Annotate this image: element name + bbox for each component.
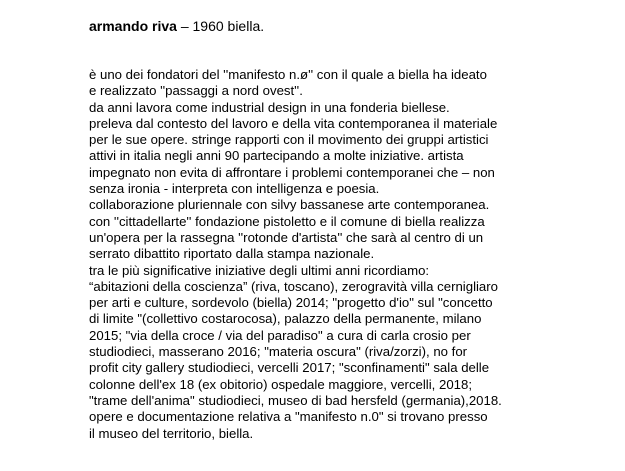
biography-line: opere e documentazione relativa a "manifesto n.0" si trovano presso bbox=[89, 409, 488, 425]
artist-name: armando riva bbox=[89, 18, 177, 34]
artist-heading bbox=[89, 17, 264, 35]
biography-line: per le sue opere. stringe rapporti con il movimento dei gruppi artistici bbox=[89, 132, 489, 148]
biography-line: 2015; "via della croce / via del paradiso" a cura di carla crosio per bbox=[89, 327, 471, 343]
biography-line: attivi in italia negli anni 90 partecipando a molte iniziative. artista bbox=[89, 148, 464, 164]
biography-line: tra le più significative iniziative degli ultimi anni ricordiamo: bbox=[89, 262, 430, 278]
artist-birth: – 1960 biella. bbox=[176, 18, 265, 34]
biography-line: studiodieci, masserano 2016; "materia oscura" (riva/zorzi), no for bbox=[89, 344, 468, 360]
biography-line: è uno dei fondatori del ''manifesto n.ø'' con il quale a biella ha ideato bbox=[89, 67, 487, 82]
biography-line: di limite "(collettivo costarocosa), palazzo della permanente, milano bbox=[89, 311, 482, 327]
biography-line: “abitazioni della coscienza” (riva, toscano), zerogravità villa cernigliaro bbox=[89, 278, 498, 294]
biography-line: impegnato non evita di affrontare i problemi contemporanei che – non bbox=[89, 164, 495, 180]
biography-line: "trame dell'anima" studiodieci, museo di bad hersfeld (germania),2018. bbox=[89, 392, 502, 408]
biography-line: collaborazione pluriennale con silvy bassanese arte contemporanea. bbox=[89, 197, 490, 213]
biography-line: da anni lavora come industrial design in una fonderia biellese. bbox=[89, 99, 450, 115]
biography-line: con ''cittadellarte'' fondazione pistoletto e il comune di biella realizza bbox=[89, 213, 485, 229]
biography-line: colonne dell'ex 18 (ex obitorio) ospedale maggiore, vercelli, 2018; bbox=[89, 376, 472, 392]
biography-line: per arti e culture, sordevolo (biella) 2014; "progetto d'io" sul "concetto bbox=[89, 295, 493, 311]
biography-line: e realizzato ''passaggi a nord ovest''. bbox=[89, 83, 303, 99]
biography-line: il museo del territorio, biella. bbox=[89, 425, 254, 441]
biography-line: serrato dibattito riportato dalla stampa nazionale. bbox=[89, 246, 375, 262]
biography-line: preleva dal contesto del lavoro e della vita contemporanea il materiale bbox=[89, 115, 498, 131]
biography-line: un'opera per la rassegna ''rotonde d'artista'' che sarà al centro di un bbox=[89, 229, 484, 245]
biography-line: senza ironia - interpreta con intelligenza e poesia. bbox=[89, 181, 380, 197]
biography-text bbox=[89, 67, 559, 442]
biography-line: profit city gallery studiodieci, vercelli 2017; "sconfinamenti" sala delle bbox=[89, 360, 490, 376]
